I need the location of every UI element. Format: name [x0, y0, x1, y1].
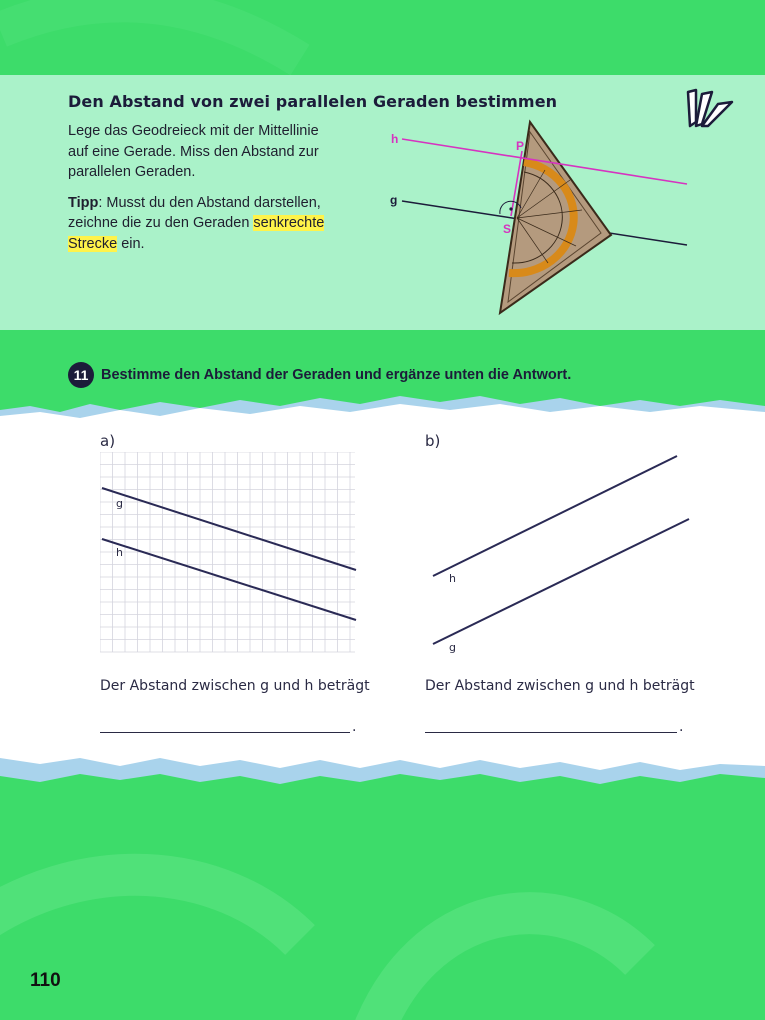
geodreieck-figure [380, 118, 700, 318]
part-b-answer-text: Der Abstand zwischen g und h beträgt [425, 678, 695, 694]
part-a-grid [100, 452, 355, 652]
task-number-badge: 11 [68, 362, 94, 388]
part-b-label-h: h [449, 572, 456, 585]
part-a-answer-period: . [352, 719, 357, 735]
part-b-line-h [433, 456, 677, 576]
part-b-figure [425, 448, 695, 658]
part-a-answer-field[interactable] [100, 714, 350, 733]
part-a-line-g [102, 488, 356, 570]
part-a-label-g: g [116, 497, 123, 510]
part-a-label: a) [100, 432, 116, 450]
figure-label-h: h [391, 132, 399, 146]
tip-text-before: : Musst du den Abstand darstellen, zeichne die zu den Geraden [68, 194, 321, 231]
part-a-grid-figure [100, 452, 362, 656]
task-instruction: Bestimme den Abstand der Geraden und ergänze unten die Antwort. [101, 367, 572, 383]
instruction-text: Lege das Geodreieck mit der Mittellinie auf eine Gerade. Miss den Abstand zur parallelen Geraden. [68, 123, 319, 180]
tip-label: Tipp [68, 194, 99, 211]
part-b-label-g: g [449, 641, 456, 654]
tip-paragraph [68, 193, 328, 255]
tip-text-after: ein. [117, 235, 145, 252]
part-b-line-g [433, 519, 689, 644]
info-box-title: Den Abstand von zwei parallelen Geraden bestimmen [68, 92, 558, 111]
figure-label-g: g [390, 193, 398, 207]
tip-highlight: senkrechte Strecke [68, 215, 325, 252]
part-a-label-h: h [116, 546, 123, 559]
part-a-line-h [102, 539, 356, 620]
figure-label-s: S [503, 222, 512, 236]
part-a-answer-text: Der Abstand zwischen g und h beträgt [100, 678, 370, 694]
page-number: 110 [30, 970, 61, 991]
part-b-label: b) [425, 432, 441, 450]
figure-label-p: P [516, 139, 525, 153]
info-box-text [68, 121, 328, 254]
part-b-answer-period: . [679, 719, 684, 735]
part-b-answer-field[interactable] [425, 714, 677, 733]
task-heading [68, 362, 571, 388]
